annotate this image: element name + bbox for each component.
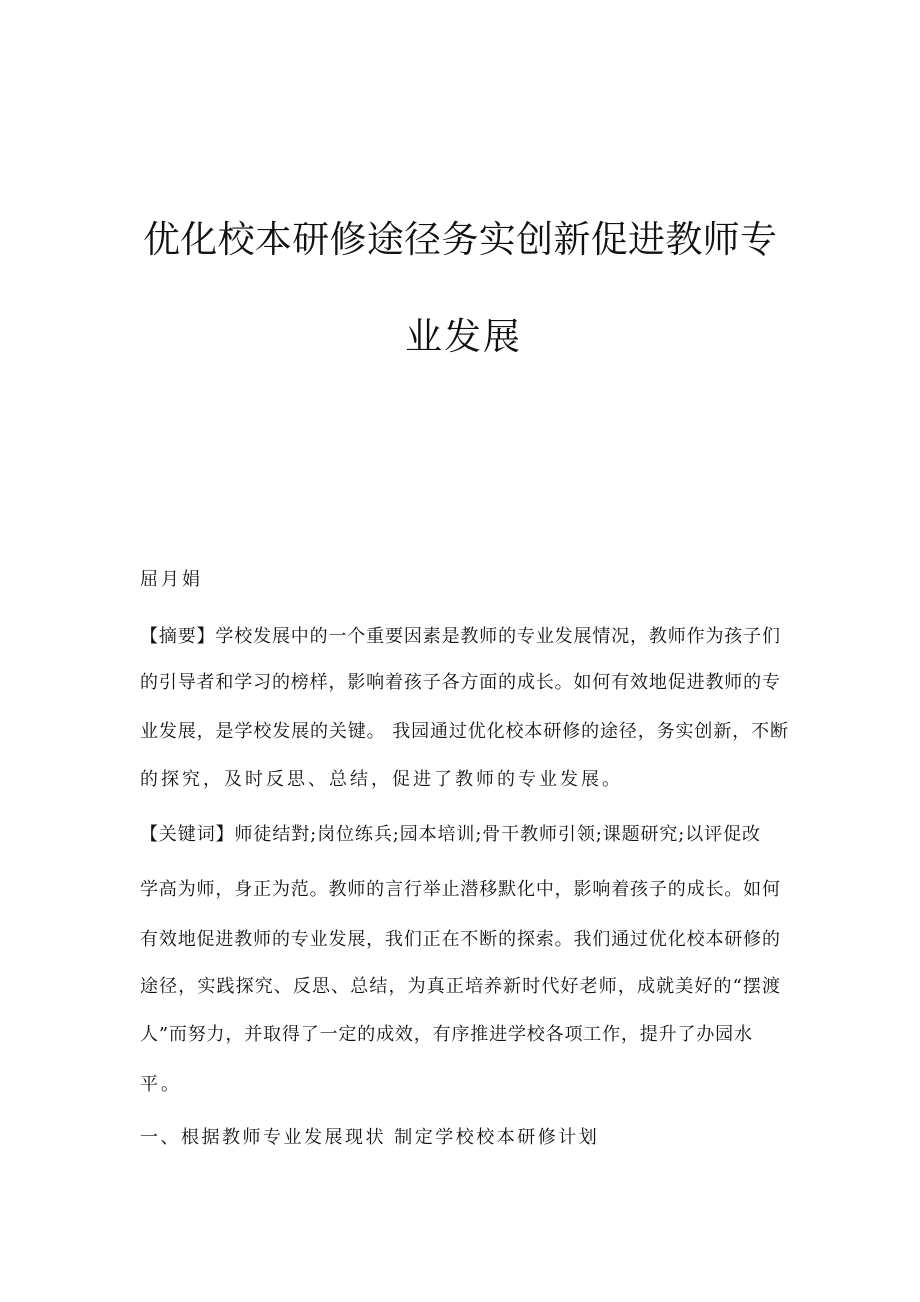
keywords: 【关键词】师徒结對;岗位练兵;园本培训;骨干教师引领;课题研究;以评促改 — [140, 824, 760, 845]
intro-line: 途径，实践探究、反思、总结，为真正培养新时代好老师，成就美好的“摆渡 — [140, 976, 780, 997]
title-line-1: 优化校本研修途径务实创新促进教师专 — [143, 218, 777, 261]
title-line-2: 业发展 — [405, 315, 522, 358]
intro-line: 人”而努力，并取得了一定的成效，有序推进学校各项工作，提升了办园水 — [140, 1024, 752, 1045]
section-heading: 一、根据教师专业发展现状 制定学校校本研修计划 — [140, 1127, 600, 1148]
intro-line: 平。 — [140, 1074, 182, 1095]
author: 屈月娟 — [140, 569, 203, 590]
intro-line: 有效地促进教师的专业发展，我们正在不断的探索。我们通过优化校本研修的 — [140, 929, 780, 950]
abstract-line: 的引导者和学习的榜样，影响着孩子各方面的成长。如何有效地促进教师的专 — [140, 672, 780, 693]
abstract-line: 的探究，及时反思、总结，促进了教师的专业发展。 — [140, 769, 623, 790]
abstract-line: 业发展，是学校发展的关键。 我园通过优化校本研修的途径，务实创新，不断 — [140, 721, 788, 742]
intro-line: 学高为师，身正为范。教师的言行举止潜移默化中，影响着孩子的成长。如何 — [140, 879, 780, 900]
abstract-line: 【摘要】学校发展中的一个重要因素是教师的专业发展情况，教师作为孩子们 — [140, 626, 780, 647]
